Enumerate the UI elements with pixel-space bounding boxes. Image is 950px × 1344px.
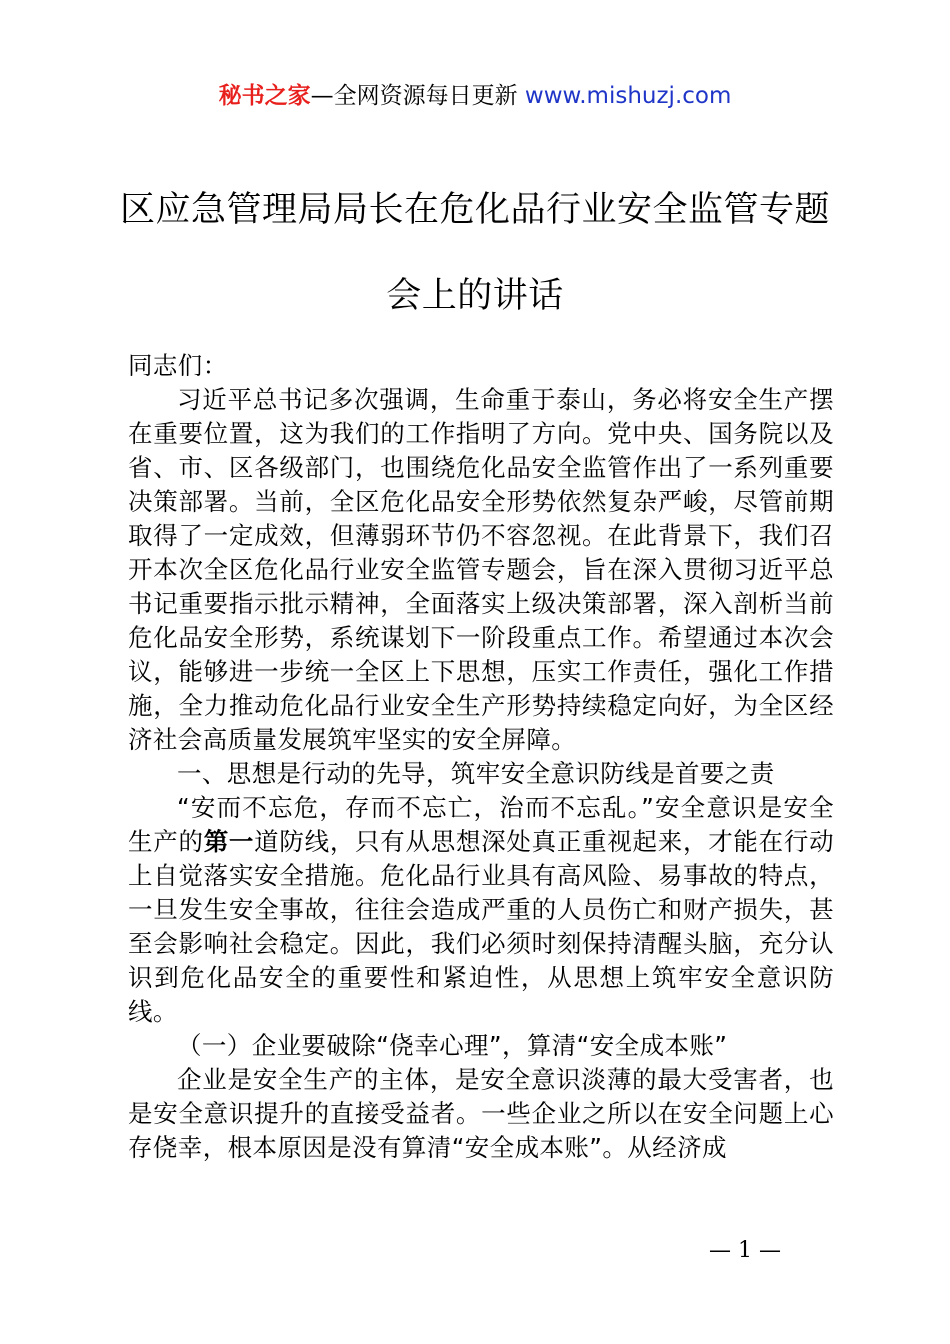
subsection-1-paragraph: 企业是安全生产的主体，是安全意识淡薄的最大受害者，也是安全意识提升的直接受益者。一些企业之所以在安全问题上心存侥幸，根本原因是没有算清“安全成本账”。从经济成	[128, 1065, 834, 1162]
document-title-line-1: 区应急管理局局长在危化品行业安全监管专题	[119, 190, 830, 230]
site-url-link[interactable]: www.mishuzj.com	[524, 83, 732, 109]
section-1-paragraph-emphasis: 第一	[203, 827, 255, 856]
section-1-heading: 一、思想是行动的先导，筑牢安全意识防线是首要之责	[177, 759, 775, 788]
document-body	[128, 349, 834, 1165]
page-number: — 1 —	[709, 1238, 781, 1263]
document-title	[100, 188, 850, 318]
section-1-paragraph-rest: 道防线，只有从思想深处真正重视起来，才能在行动上自觉落实安全措施。危化品行业具有高风险、易事故的特点，一旦发生安全事故，往往会造成严重的人员伤亡和财产损失，甚至会影响社会稳定。因此，我们必须时刻保持清醒头脑，充分认识到危化品安全的重要性和紧迫性，从思想上筑牢安全意识防线。	[128, 827, 834, 1026]
document-title-line-2: 会上的讲话	[386, 276, 564, 316]
site-tagline: —全网资源每日更新	[310, 83, 518, 109]
subsection-1-heading: （一）企业要破除“侥幸心理”，算清“安全成本账”	[177, 1031, 728, 1060]
site-name: 秘书之家	[218, 83, 311, 109]
salutation: 同志们：	[128, 351, 228, 380]
site-header	[0, 80, 950, 112]
section-1-paragraph-start: “安而不忘危，存而不忘亡，治而不忘乱。”安全意识是安全生产的	[128, 793, 834, 856]
intro-paragraph: 习近平总书记多次强调，生命重于泰山，务必将安全生产摆在重要位置，这为我们的工作指明了方向。党中央、国务院以及省、市、区各级部门，也围绕危化品安全监管作出了一系列重要决策部署。当前，全区危化品安全形势依然复杂严峻，尽管前期取得了一定成效，但薄弱环节仍不容忽视。在此背景下，我们召开本次全区危化品行业安全监管专题会，旨在深入贯彻习近平总书记重要指示批示精神，全面落实上级决策部署，深入剖析当前危化品安全形势，系统谋划下一阶段重点工作。希望通过本次会议，能够进一步统一全区上下思想，压实工作责任，强化工作措施，全力推动危化品行业安全生产形势持续稳定向好，为全区经济社会高质量发展筑牢坚实的安全屏障。	[128, 385, 834, 754]
section-1-paragraph	[128, 791, 834, 1029]
